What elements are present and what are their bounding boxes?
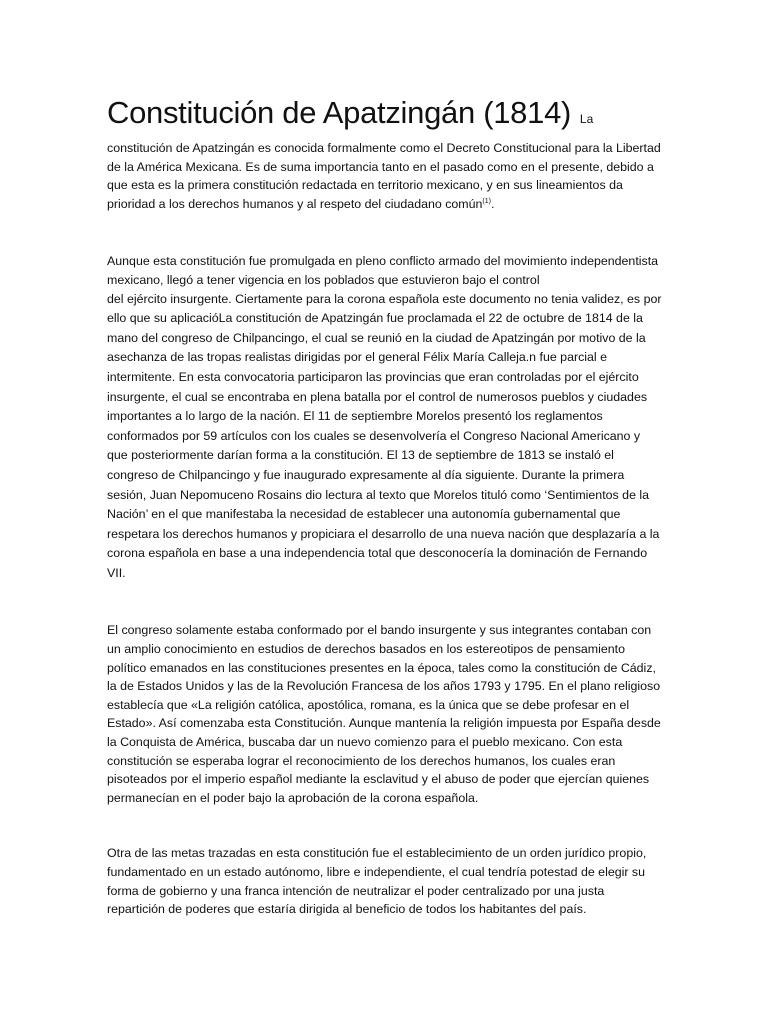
title-tail-text: La — [579, 112, 594, 126]
document-body — [107, 92, 662, 919]
intro-text: constitución de Apatzingán es conocida formalmente como el Decreto Constitucional para la Libertad de la América Mexicana. Es de suma importancia tanto en el pasado como en el presente, debido a que esta es la primera constitución redactada en territorio mexicano, y en sus lineamientos da prioridad a los derechos humanos y al respeto del ciudadano común — [107, 141, 661, 211]
intro-end: . — [490, 196, 495, 211]
footnote-marker: (1) — [482, 197, 491, 205]
paragraph-2b: del ejército insurgente. Ciertamente para la corona española este documento no tenia validez, es por ello que su aplicacióLa constitución de Apatzingán fue proclamada el 22 de octubre de 1814 de la mano del congreso de Chilpancingo, el cual se reunió en la ciudad de Apatzingán por motivo de la asechanza de las tropas realistas dirigidas por el general Félix María Calleja.n fue parcial e intermitente. En esta convocatoria participaron las provincias que eran controladas por el ejército insurgente, el cual se encontraba en plena batalla por el control de numerosos pueblos y ciudades importantes a lo largo de la nación. El 11 de septiembre Morelos presentó los reglamentos conformados por 59 artículos con los cuales se desenvolvería el Congreso Nacional Americano y que posteriormente darían forma a la constitución. El 13 de septiembre de 1813 se instaló el congreso de Chilpancingo y fue inaugurado expresamente al día siguiente. Durante la primera sesión, Juan Nepomuceno Rosains dio lectura al texto que Morelos tituló como ‘Sentimientos de la Nación’ en el que manifestaba la necesidad de establecer una autonomía gubernamental que respetara los derechos humanos y propiciara el desarrollo de una nueva nación que desplazaría a la corona española en base a una independencia total que desconocería la dominación de Fernando VII. — [107, 291, 662, 580]
intro-paragraph — [107, 139, 662, 213]
title-line — [107, 92, 662, 139]
document-title: Constitución de Apatzingán (1814) — [107, 95, 572, 130]
paragraph-3: El congreso solamente estaba conformado por el bando insurgente y sus integrantes contaban con un amplio conocimiento en estudios de derechos basados en los estereotipos de pensamiento político emanados en las constituciones presentes en la época, tales como la constitución de Cádiz, la de Estados Unidos y las de la Revolución Francesa de los años 1793 y 1795. En el plano religioso establecía que «La religión católica, apostólica, romana, es la única que se debe profesar en el Estado». Así comenzaba esta Constitución. Aunque mantenía la religión impuesta por España desde la Conquista de América, buscaba dar un nuevo comienzo para el pueblo mexicano. Con esta constitución se esperaba lograr el reconocimiento de los derechos humanos, los cuales eran pisoteados por el imperio español mediante la esclavitud y el abuso de poder que ejercían quienes permanecían en el poder bajo la aprobación de la corona española. — [107, 623, 661, 805]
paragraph-2a: Aunque esta constitución fue promulgada en pleno conflicto armado del movimiento independentista mexicano, llegó a tener vigencia en los poblados que estuvieron bajo el control — [107, 254, 659, 287]
paragraph-4: Otra de las metas trazadas en esta constitución fue el establecimiento de un orden jurídico propio, fundamentado en un estado autónomo, libre e independiente, el cual tendría potestad de elegir su forma de gobierno y una franca intención de neutralizar el poder centralizado por una justa repartición de poderes que estaría dirigida al beneficio de todos los habitantes del país. — [107, 846, 647, 917]
